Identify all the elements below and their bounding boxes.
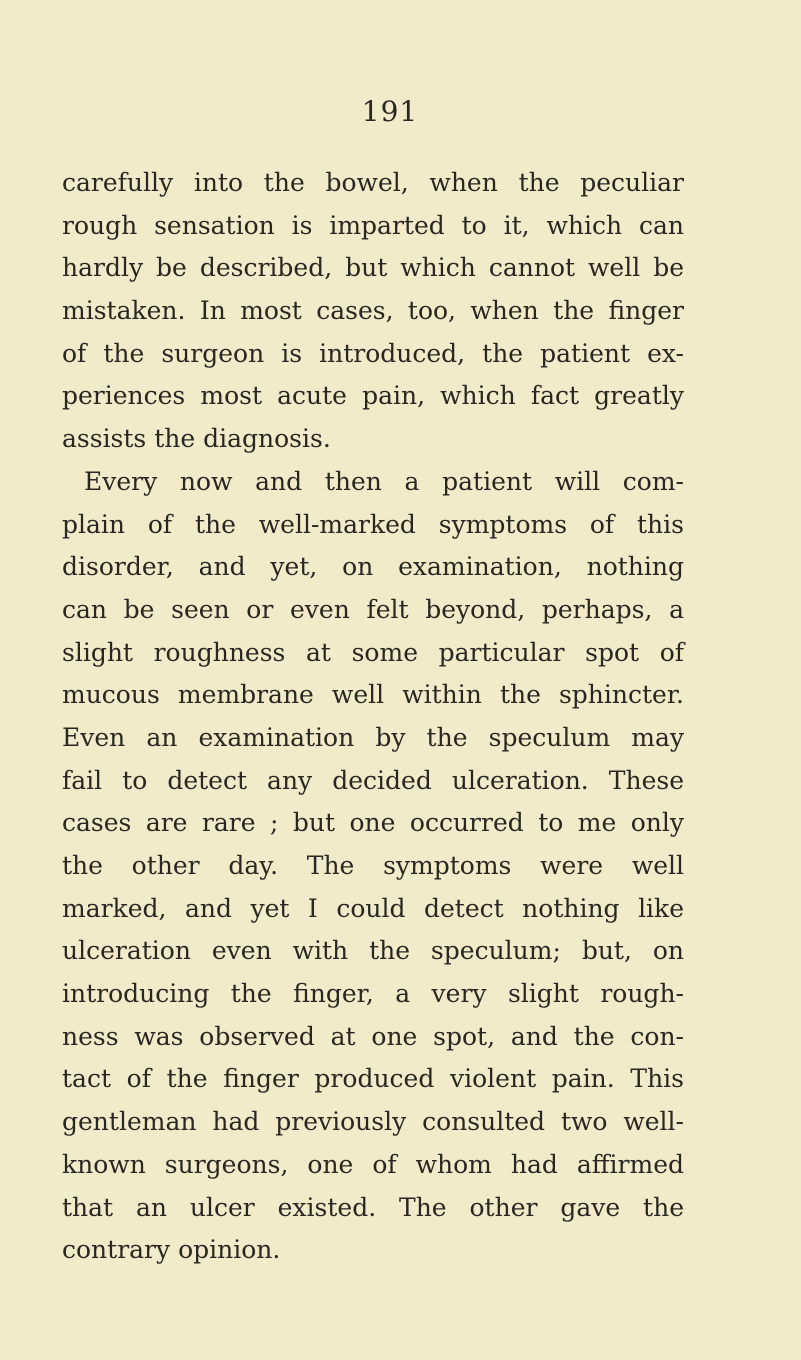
text-line: periences most acute pain, which fact greatly <box>62 381 684 411</box>
text-line: can be seen or even felt beyond, perhaps, a <box>62 594 684 624</box>
text-line: mucous membrane well within the sphincter. <box>62 680 684 710</box>
text-line: known surgeons, one of whom had affirmed <box>62 1149 684 1179</box>
text-line: gentleman had previously consulted two well- <box>62 1107 684 1137</box>
text-line: assists the diagnosis. <box>62 424 331 454</box>
text-line: Every now and then a patient will com- <box>84 466 684 496</box>
text-line: of the surgeon is introduced, the patient ex- <box>62 338 684 368</box>
text-line: mistaken. In most cases, too, when the finger <box>62 296 684 326</box>
text-line: slight roughness at some particular spot of <box>62 637 684 667</box>
text-line: the other day. The symptoms were well <box>62 851 684 880</box>
text-line: carefully into the bowel, when the peculiar <box>62 168 684 197</box>
text-line: Even an examination by the speculum may <box>62 722 684 752</box>
text-line: cases are rare ; but one occurred to me only <box>62 808 684 838</box>
text-line: hardly be described, but which cannot well be <box>62 253 684 283</box>
text-line: contrary opinion. <box>62 1235 281 1265</box>
text-line: fail to detect any decided ulceration. These <box>62 765 684 795</box>
page-number: 191 <box>361 95 419 128</box>
text-line: tact of the finger produced violent pain. This <box>62 1064 684 1094</box>
text-line: marked, and yet I could detect nothing like <box>62 893 684 923</box>
text-line: rough sensation is imparted to it, which can <box>62 210 684 240</box>
text-line: that an ulcer existed. The other gave the <box>62 1192 684 1222</box>
text-line: introducing the finger, a very slight rough- <box>62 979 684 1009</box>
text-line: ness was observed at one spot, and the con- <box>62 1021 684 1051</box>
body-text <box>62 162 684 1272</box>
text-line: disorder, and yet, on examination, nothing <box>62 552 684 582</box>
text-line: ulceration even with the speculum; but, on <box>62 936 684 966</box>
text-line: plain of the well-marked symptoms of this <box>62 509 684 539</box>
